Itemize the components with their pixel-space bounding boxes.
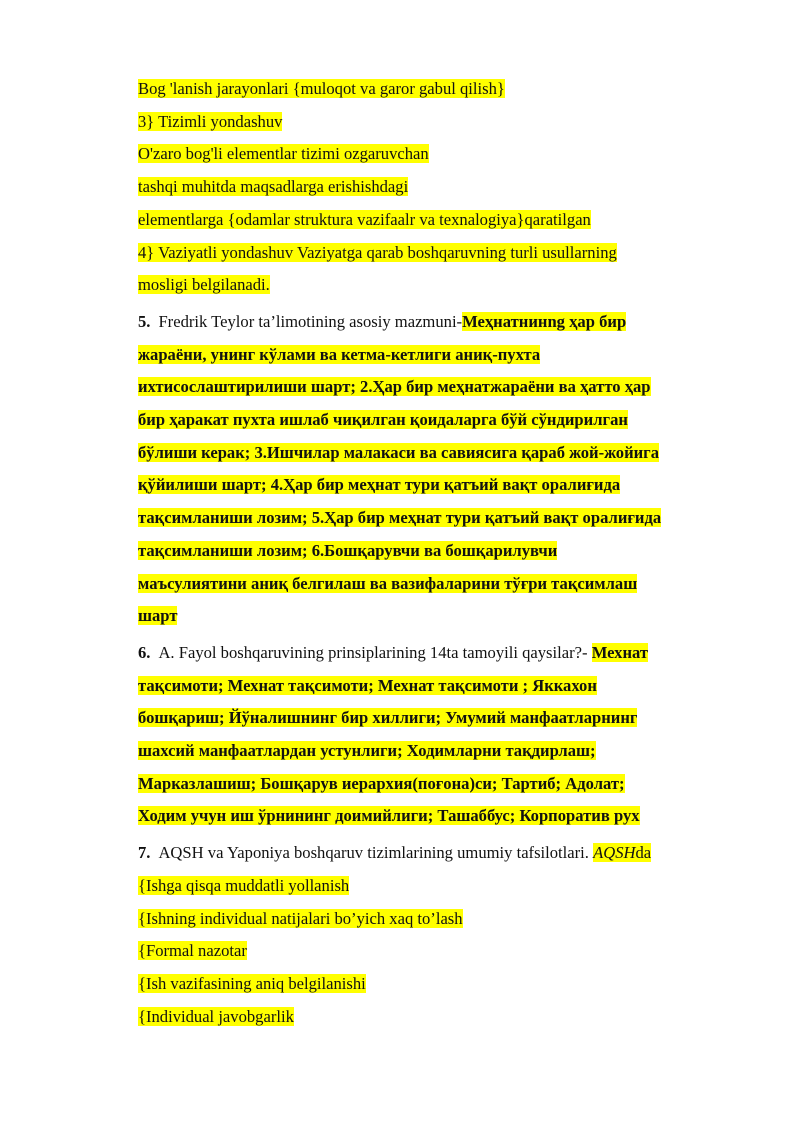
question-number: 5.: [138, 311, 151, 331]
document-body: [138, 73, 748, 1033]
intro-line: tashqi muhitda maqsadlarga erishishdagi: [138, 177, 409, 197]
answer-line: Ходим учун иш ўрнининг доимийлиги; Ташаббус; Корпоратив рух: [138, 806, 640, 826]
answer-line: {Individual javobgarlik: [138, 1006, 294, 1026]
answer-italic: AQSH: [593, 843, 636, 863]
question-7: [138, 837, 748, 1033]
intro-line: 4} Vaziyatli yondashuv Vaziyatga qarab boshqaruvning turli usullarning: [138, 242, 617, 262]
answer-line: тақсимланиши лозим; 6.Бошқарувчи ва бошқарилувчи: [138, 540, 558, 560]
question-6: [138, 637, 748, 833]
intro-block: [138, 73, 748, 302]
question-text: A. Fayol boshqaruvining prinsiplarining 14ta tamoyili qaysilar?-: [158, 642, 588, 662]
answer-line: Марказлашиш; Бошқарув иерархия(поғона)си; Тартиб; Адолат;: [138, 773, 625, 793]
question-5: [138, 306, 748, 633]
intro-line: Bog 'lanish jarayonlari {muloqot va garor gabul qilish}: [138, 79, 505, 98]
question-text: Fredrik Teylor ta’limotining asosiy mazmuni-: [158, 311, 463, 331]
answer-line: {Ishga qisqa muddatli yollanish: [138, 875, 350, 895]
answer-line: бошқариш; Йўналишнинг бир хиллиги; Умумий манфаатларнинг: [138, 708, 638, 728]
answer-line: маъсулиятини аниқ белгилаш ва вазифаларини тўғри тақсимлаш: [138, 573, 638, 593]
intro-line: 3} Tizimli yondashuv: [138, 111, 283, 131]
answer-line: шахсий манфаатлардан устунлиги; Ходимларни тақдирлаш;: [138, 741, 596, 761]
answer-line: ихтисослаштирилиши шарт; 2.Ҳар бир меҳнатжараёни ва ҳатто ҳар: [138, 377, 651, 397]
answer-line: бир ҳаракат пухта ишлаб чиқилган қоидаларга бўй сўндирилган: [138, 410, 628, 430]
answer-text: Мехнат: [591, 642, 649, 662]
answer-line: {Ishning individual natijalari bo’yich xaq to’lash: [138, 908, 463, 928]
answer-line: {Ish vazifasining aniq belgilanishi: [138, 973, 366, 993]
answer-line: қўйилиши шарт; 4.Ҳар бир меҳнат тури қатъий вақт оралиғида: [138, 475, 621, 495]
intro-line: O'zaro bog'li elementlar tizimi ozgaruvchan: [138, 144, 429, 164]
answer-line: бўлиши керак; 3.Ишчилар малакаси ва савиясига қараб жой-жойига: [138, 442, 660, 462]
answer-text: Меҳнатнинng ҳар бир: [462, 311, 627, 331]
answer-line: шарт: [138, 606, 178, 626]
answer-line: {Formal nazotar: [138, 941, 247, 961]
answer-line: тақсимланиши лозим; 5.Ҳар бир меҳнат тури қатъий вақт оралиғида: [138, 508, 662, 528]
intro-line: elementlarga {odamlar struktura vazifaalr va texnalogiya}qaratilgan: [138, 209, 591, 229]
question-text: AQSH va Yaponiya boshqaruv tizimlarining umumiy tafsilotlari.: [158, 843, 589, 863]
question-number: 7.: [138, 843, 151, 863]
answer-text: da: [635, 843, 652, 863]
answer-line: тақсимоти; Мехнат тақсимоти; Мехнат тақсимоти ; Яккахон: [138, 675, 597, 695]
question-number: 6.: [138, 642, 151, 662]
answer-line: жараёни, унинг кўлами ва кетма-кетлиги аниқ-пухта: [138, 344, 541, 364]
intro-line: mosligi belgilanadi.: [138, 275, 270, 295]
